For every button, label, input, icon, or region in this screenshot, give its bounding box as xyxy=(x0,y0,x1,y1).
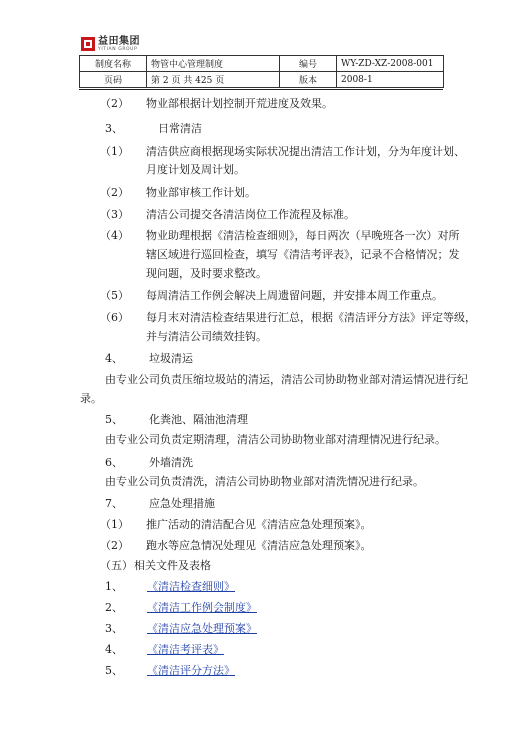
subsection-heading: 相关文件及表格 xyxy=(134,559,211,572)
logo-name: 益田集团 xyxy=(98,36,140,47)
paragraph-line: 录。 xyxy=(80,392,102,405)
paragraph-line: 由专业公司负责清洗，清洁公司协助物业部对清洗情况进行纪录。 xyxy=(105,475,424,488)
item-number: （1） xyxy=(100,518,129,531)
item-number: （2） xyxy=(100,186,129,199)
section-heading: 应急处理措施 xyxy=(149,497,215,510)
item-number: （5） xyxy=(100,289,129,302)
document-header-table xyxy=(79,55,444,88)
header-label-version: 版本 xyxy=(280,72,337,88)
document-link[interactable]: 《清洁考评表》 xyxy=(147,643,224,656)
body-line: 月度计划及周计划。 xyxy=(146,163,245,176)
body-line: 清洁公司提交各清洁岗位工作流程及标准。 xyxy=(146,208,355,221)
paragraph-line: 由专业公司负责压缩垃圾站的清运，清洁公司协助物业部对清运情况进行纪 xyxy=(105,373,468,386)
body-line: 物业部审核工作计划。 xyxy=(146,186,256,199)
header-label-page: 页码 xyxy=(80,72,147,88)
body-line: 推广活动的清洁配合见《清洁应急处理预案》。 xyxy=(146,518,372,531)
section-heading: 化粪池、隔油池清理 xyxy=(149,413,248,426)
section-number: 4、 xyxy=(105,352,123,365)
list-number: 4、 xyxy=(105,643,123,656)
body-line: 每月末对清洁检查结果进行汇总，根据《清洁评分方法》评定等级， xyxy=(146,311,476,324)
item-number: （2） xyxy=(100,539,129,552)
list-number: 5、 xyxy=(105,664,123,677)
header-value-number: WY-ZD-XZ-2008-001 xyxy=(337,56,444,72)
subsection-number: （五） xyxy=(100,559,133,572)
paragraph-line: 由专业公司负责定期清理，清洁公司协助物业部对清理情况进行纪录。 xyxy=(105,433,446,446)
header-row xyxy=(80,56,444,72)
item-number: （2） xyxy=(100,97,129,110)
section-number: 3、 xyxy=(105,122,123,135)
logo-mark-icon xyxy=(81,37,95,51)
list-number: 2、 xyxy=(105,601,123,614)
document-link[interactable]: 《清洁检查细则》 xyxy=(147,580,235,593)
header-value-version: 2008-1 xyxy=(337,72,444,88)
body-line: 清洁供应商根据现场实际状况提出清洁工作计划，分为年度计划、 xyxy=(146,145,465,158)
body-line: 物业助理根据《清洁检查细则》，每日两次（早晚班各一次）对所 xyxy=(146,229,460,242)
item-number: （4） xyxy=(100,229,129,242)
section-heading: 垃圾清运 xyxy=(149,352,193,365)
list-number: 1、 xyxy=(105,580,123,593)
logo-english-name: YITIAN GROUP xyxy=(98,47,138,52)
item-number: （6） xyxy=(100,311,129,324)
body-line: 并与清洁公司绩效挂钩。 xyxy=(146,330,267,343)
section-heading: 日常清洁 xyxy=(158,122,202,135)
item-number: （1） xyxy=(100,145,129,158)
document-link[interactable]: 《清洁工作例会制度》 xyxy=(147,601,257,614)
body-line: 辖区域进行巡回检查，填写《清洁考评表》，记录不合格情况；发 xyxy=(146,248,460,261)
item-number: （3） xyxy=(100,208,129,221)
header-label-number: 编号 xyxy=(280,56,337,72)
header-value-name: 物管中心管理制度 xyxy=(147,56,280,72)
header-divider xyxy=(79,89,443,90)
body-line: 每周清洁工作例会解决上周遗留问题，并安排本周工作重点。 xyxy=(146,289,443,302)
body-line: 物业部根据计划控制开荒进度及效果。 xyxy=(146,97,333,110)
header-label-name: 制度名称 xyxy=(80,56,147,72)
section-number: 5、 xyxy=(105,413,123,426)
section-number: 6、 xyxy=(105,456,123,469)
company-logo xyxy=(81,36,161,53)
header-value-page: 第 2 页 共 425 页 xyxy=(147,72,280,88)
body-line: 跑水等应急情况处理见《清洁应急处理预案》。 xyxy=(146,539,372,552)
document-link[interactable]: 《清洁应急处理预案》 xyxy=(147,622,257,635)
document-link[interactable]: 《清洁评分方法》 xyxy=(147,664,235,677)
section-heading: 外墙清洗 xyxy=(149,456,193,469)
header-row xyxy=(80,72,444,88)
list-number: 3、 xyxy=(105,622,123,635)
section-number: 7、 xyxy=(105,497,123,510)
body-line: 现问题，及时要求整改。 xyxy=(146,267,267,280)
